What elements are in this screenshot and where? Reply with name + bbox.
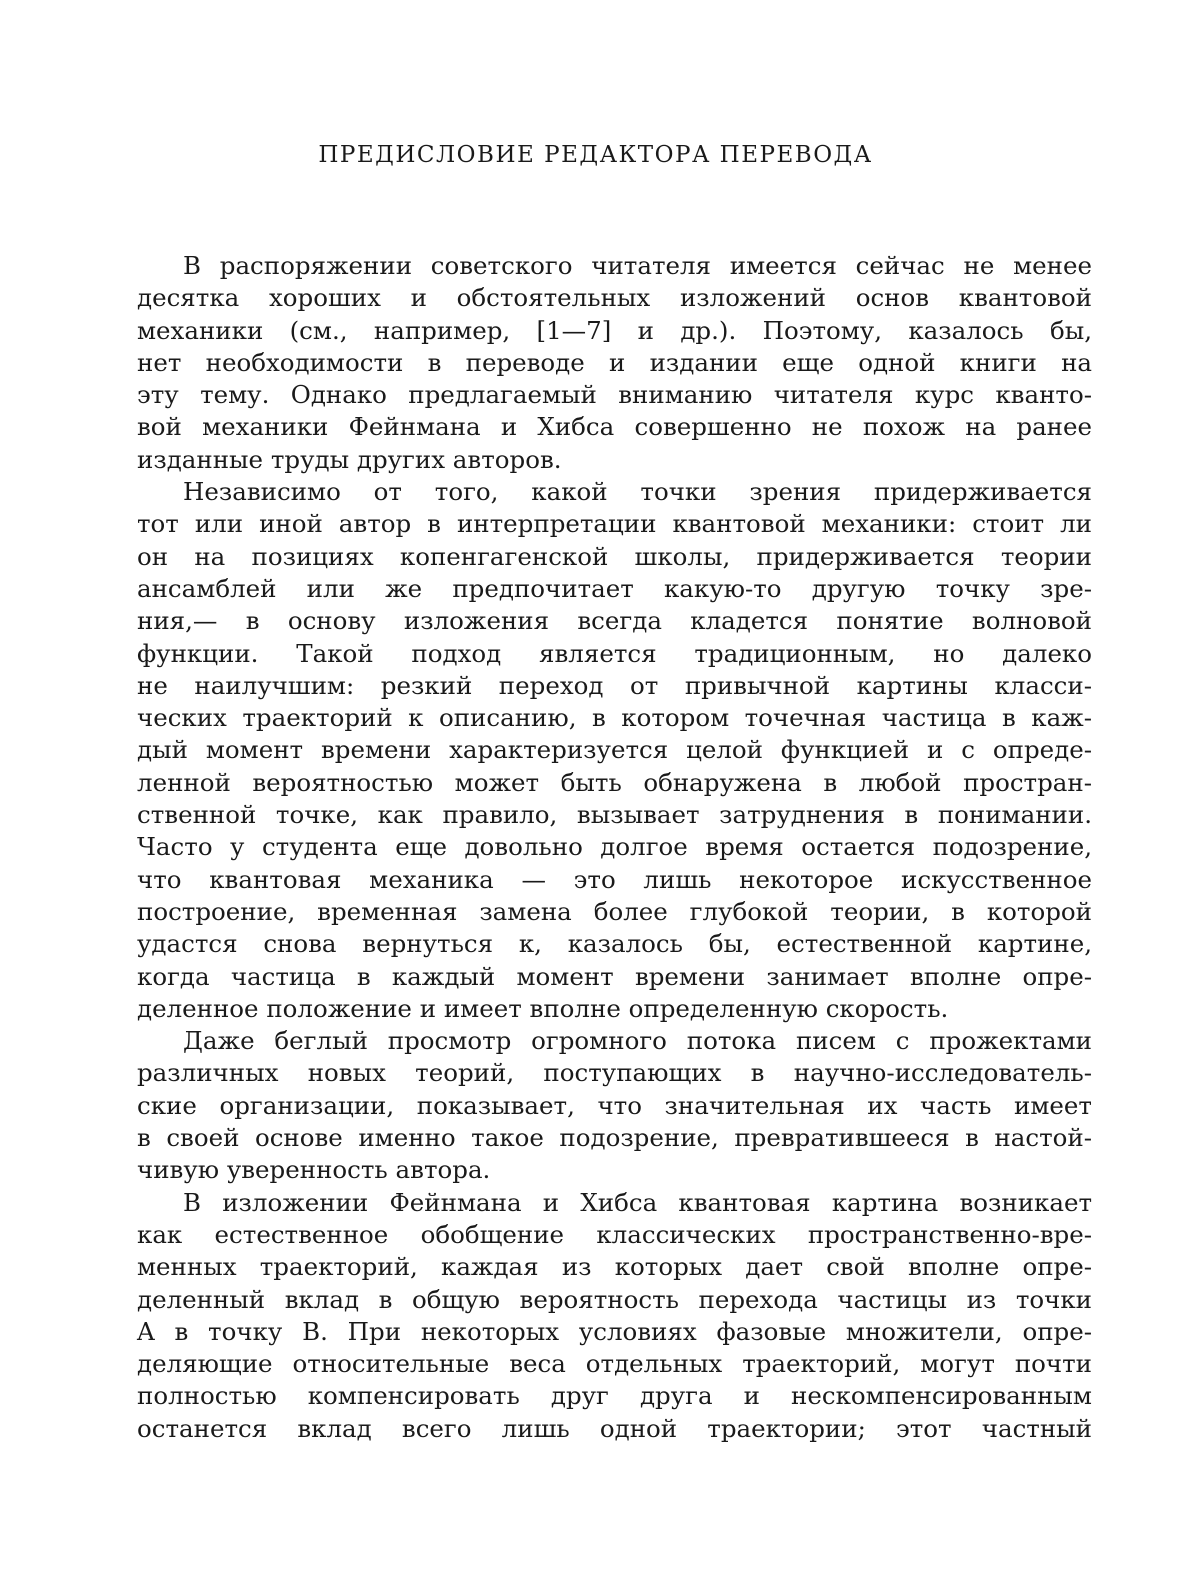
text-line: деленное положение и имеет вполне определенную скорость. — [137, 993, 949, 1023]
text-line: деленный вклад в общую вероятность перехода частицы из точки — [137, 1284, 1092, 1314]
text-line: нет необходимости в переводе и издании еще одной книги на — [137, 347, 1092, 377]
text-line: в своей основе именно такое подозрение, превратившееся в настой- — [137, 1123, 1092, 1153]
text-line: изданные труды других авторов. — [137, 444, 562, 474]
text-line: менных траекторий, каждая из которых дает свой вполне опре- — [137, 1252, 1092, 1282]
text-line: В изложении Фейнмана и Хибса квантовая картина возникает — [183, 1187, 1092, 1217]
text-line: механики (см., например, [1—7] и др.). Поэтому, казалось бы, — [137, 315, 1092, 345]
text-line: полностью компенсировать друг друга и нескомпенсированным — [137, 1381, 1092, 1411]
text-line: A в точку B. При некоторых условиях фазовые множители, опре- — [137, 1316, 1092, 1346]
text-line: тот или иной автор в интерпретации квантовой механики: стоит ли — [137, 509, 1092, 539]
text-line: удастся снова вернуться к, казалось бы, естественной картине, — [137, 929, 1092, 959]
text-line: эту тему. Однако предлагаемый вниманию читателя курс кванто- — [137, 380, 1092, 410]
text-line: Даже беглый просмотр огромного потока писем с прожектами — [183, 1026, 1092, 1056]
text-line: не наилучшим: резкий переход от привычной картины класси- — [137, 670, 1092, 700]
text-line: ственной точке, как правило, вызывает затруднения в понимании. — [137, 800, 1092, 830]
text-line: чивую уверенность автора. — [137, 1155, 491, 1185]
text-line: Независимо от того, какой точки зрения придерживается — [183, 477, 1092, 507]
page-title: ПРЕДИСЛОВИЕ РЕДАКТОРА ПЕРЕВОДА — [318, 142, 873, 168]
text-line: дый момент времени характеризуется целой функцией и с опреде- — [137, 735, 1092, 765]
text-line: Часто у студента еще довольно долгое время остается подозрение, — [137, 832, 1092, 862]
text-line: когда частица в каждый момент времени занимает вполне опре- — [137, 961, 1092, 991]
text-line: он на позициях копенгагенской школы, придерживается теории — [137, 541, 1092, 571]
text-line: деляющие относительные веса отдельных траекторий, могут почти — [137, 1349, 1092, 1379]
text-line: В распоряжении советского читателя имеется сейчас не менее — [183, 251, 1092, 280]
text-line: десятка хороших и обстоятельных изложений основ квантовой — [137, 283, 1092, 313]
text-line: ния,— в основу изложения всегда кладется понятие волновой — [137, 606, 1092, 636]
text-line: ансамблей или же предпочитает какую-то другую точку зре- — [137, 573, 1092, 603]
text-line: вой механики Фейнмана и Хибса совершенно не похож на ранее — [137, 412, 1092, 442]
text-line: ленной вероятностью может быть обнаружена в любой простран- — [137, 767, 1092, 797]
text-line: как естественное обобщение классических пространственно-вре- — [137, 1219, 1092, 1249]
text-line: ские организации, показывает, что значительная их часть имеет — [137, 1090, 1092, 1120]
body-text — [137, 250, 1092, 1445]
text-line: различных новых теорий, поступающих в научно-исследователь- — [137, 1058, 1092, 1088]
text-line: функции. Такой подход является традиционным, но далеко — [137, 638, 1092, 668]
text-line: останется вклад всего лишь одной траектории; этот частный — [137, 1413, 1092, 1443]
text-line: построение, временная замена более глубокой теории, в которой — [137, 896, 1092, 926]
text-line: что квантовая механика — это лишь некоторое искусственное — [137, 864, 1092, 894]
text-line: ческих траекторий к описанию, в котором точечная частица в каж- — [137, 703, 1092, 733]
